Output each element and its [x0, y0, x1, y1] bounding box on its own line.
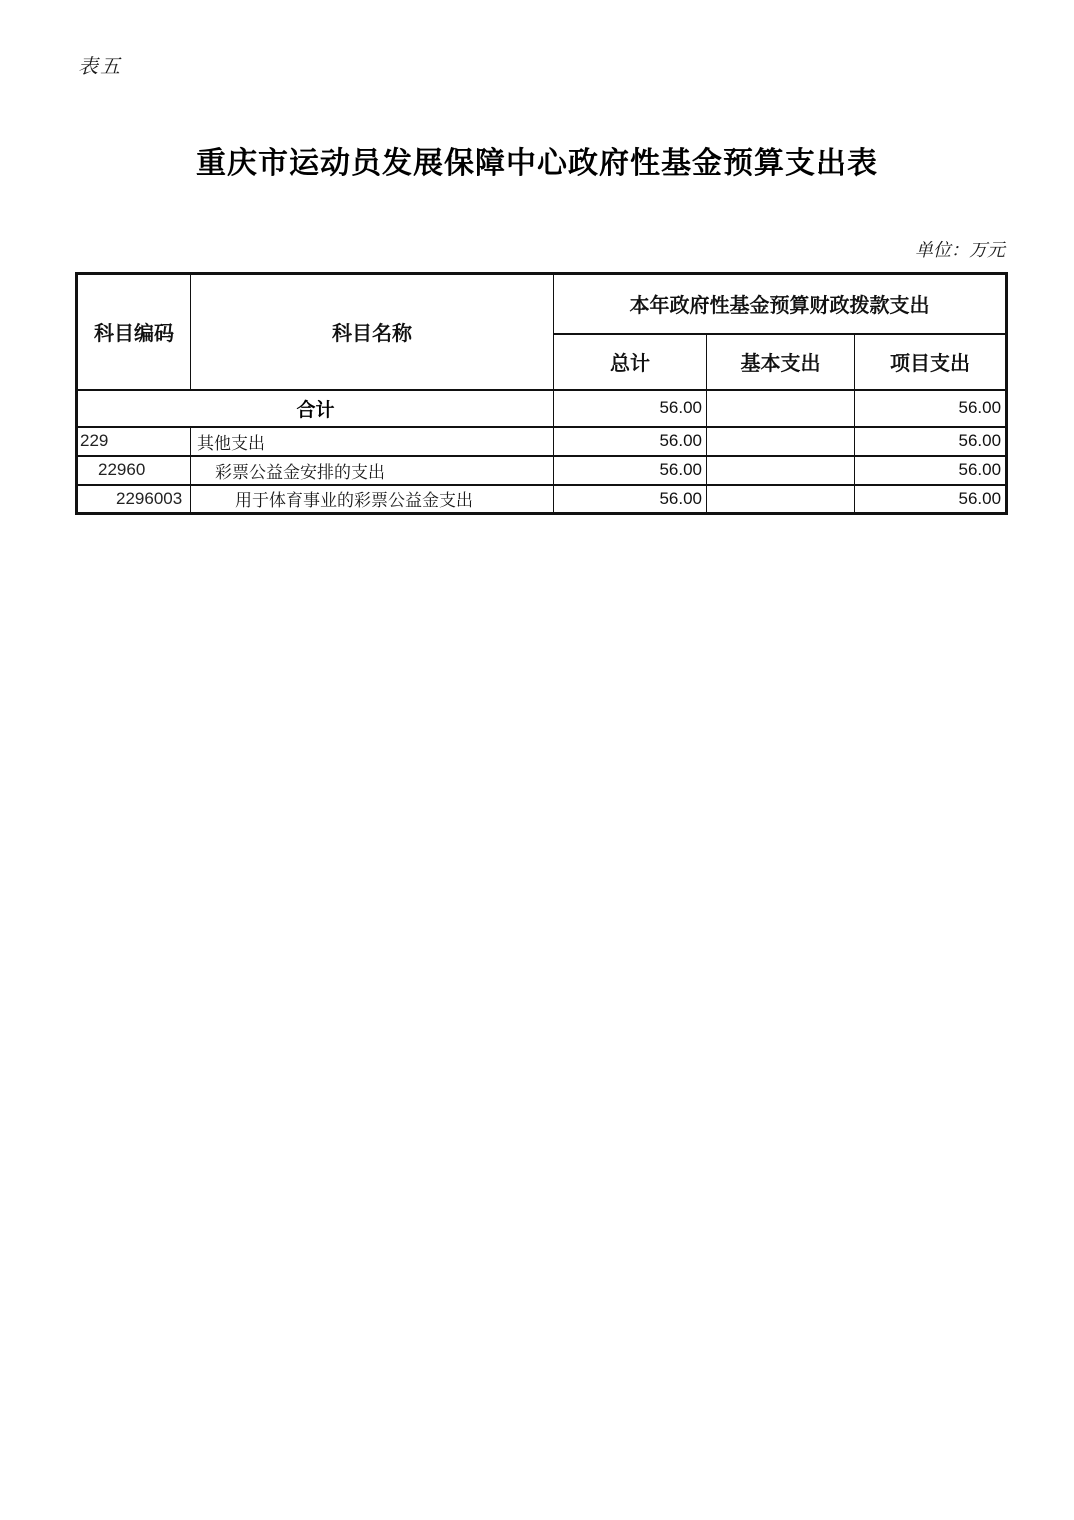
- row-basic-value: [707, 427, 855, 456]
- grand-total-project-value: 56.00: [855, 390, 1007, 427]
- row-code: 229: [77, 427, 191, 456]
- unit-label: 单位：万元: [915, 240, 1005, 260]
- table-row: [77, 427, 1007, 456]
- header-subject-code: 科目编码: [77, 274, 191, 390]
- header-row-top: [77, 274, 1007, 334]
- row-basic-value: [707, 456, 855, 485]
- table-row: [77, 456, 1007, 485]
- row-code: 2296003: [77, 485, 191, 514]
- page-title: 重庆市运动员发展保障中心政府性基金预算支出表: [196, 147, 878, 180]
- row-total-value: 56.00: [554, 456, 707, 485]
- row-basic-value: [707, 485, 855, 514]
- table-row-grand-total: [77, 390, 1007, 427]
- grand-total-basic-value: [707, 390, 855, 427]
- sheet-tag: 表五: [78, 56, 122, 78]
- header-basic-expenditure: 基本支出: [707, 334, 855, 390]
- row-project-value: 56.00: [855, 485, 1007, 514]
- header-subject-name: 科目名称: [191, 274, 554, 390]
- header-fund-group: 本年政府性基金预算财政拨款支出: [554, 274, 1007, 334]
- row-total-value: 56.00: [554, 485, 707, 514]
- budget-expenditure-table: [75, 272, 1008, 515]
- grand-total-total-value: 56.00: [554, 390, 707, 427]
- table-header: [77, 274, 1007, 390]
- grand-total-label: 合计: [77, 390, 554, 427]
- row-name: 彩票公益金安排的支出: [191, 456, 554, 485]
- row-name: 其他支出: [191, 427, 554, 456]
- row-project-value: 56.00: [855, 456, 1007, 485]
- row-project-value: 56.00: [855, 427, 1007, 456]
- header-project-expenditure: 项目支出: [855, 334, 1007, 390]
- header-total: 总计: [554, 334, 707, 390]
- row-code: 22960: [77, 456, 191, 485]
- table-body: [77, 390, 1007, 514]
- table-row: [77, 485, 1007, 514]
- row-name: 用于体育事业的彩票公益金支出: [191, 485, 554, 514]
- row-total-value: 56.00: [554, 427, 707, 456]
